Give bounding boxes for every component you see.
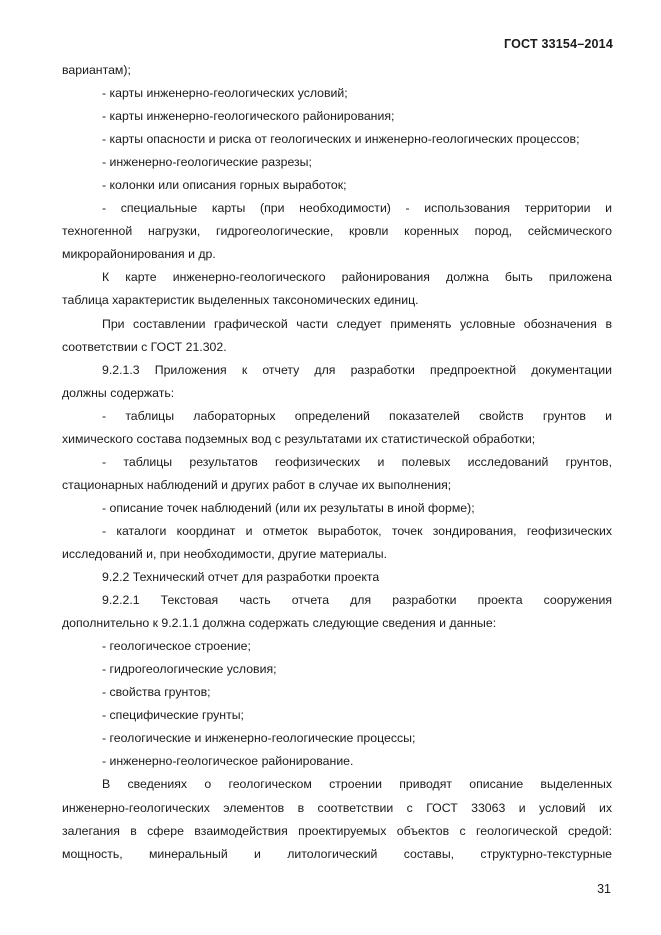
paragraph-start: При составлении графической части следует применять условные обозначения в [102, 316, 612, 331]
list-item: - специфические грунты; [102, 708, 244, 723]
document-header: ГОСТ 33154–2014 [504, 37, 613, 51]
paragraph-start: В сведениях о геологическом строении приводят описание выделенных [102, 777, 612, 792]
text-line: соответствии с ГОСТ 21.302. [62, 339, 227, 354]
text-line: микрорайонирования и др. [62, 247, 216, 262]
list-item: - таблицы результатов геофизических и полевых исследований грунтов, [102, 454, 612, 469]
document-body [62, 59, 612, 866]
text-line: таблица характеристик выделенных таксономических единиц. [62, 293, 419, 308]
text-line: химического состава подземных вод с результатами их статистической обработки; [62, 431, 536, 446]
list-item: - каталоги координат и отметок выработок, точек зондирования, геофизических [102, 523, 612, 538]
text-line: дополнительно к 9.2.1.1 должна содержать следующие сведения и данные: [62, 616, 497, 631]
list-item: - специальные карты (при необходимости) - использования территории и [102, 201, 612, 216]
list-item: - инженерно-геологические разрезы; [102, 155, 312, 170]
list-item: - карты опасности и риска от геологических и инженерно-геологических процессов; [102, 132, 580, 147]
text-line: залегания в сфере взаимодействия проектируемых объектов с геологической средой: [62, 823, 612, 838]
list-item: - колонки или описания горных выработок; [102, 178, 347, 193]
list-item: - описание точек наблюдений (или их результаты в иной форме); [102, 500, 475, 515]
list-item: - геологическое строение; [102, 639, 251, 654]
list-item: - инженерно-геологическое районирование. [102, 754, 354, 769]
text-line: исследований и, при необходимости, другие материалы. [62, 546, 388, 561]
section-heading: 9.2.1.3 Приложения к отчету для разработки предпроектной документации [102, 362, 612, 377]
list-item: - свойства грунтов; [102, 685, 211, 700]
paragraph-start: К карте инженерно-геологического районирования должна быть приложена [102, 270, 612, 285]
list-item: - карты инженерно-геологических условий; [102, 86, 348, 101]
text-line: техногенной нагрузки, гидрогеологические, кровли коренных пород, сейсмического [62, 224, 612, 239]
section-heading: 9.2.2 Технический отчет для разработки проекта [102, 570, 380, 585]
list-item: - карты инженерно-геологического районирования; [102, 109, 395, 124]
text-line: стационарных наблюдений и других работ в случае их выполнения; [62, 477, 452, 492]
page-number: 31 [597, 882, 611, 896]
list-item: - геологические и инженерно-геологические процессы; [102, 731, 416, 746]
text-line: мощность, минеральный и литологический составы, структурно-текстурные [62, 846, 612, 861]
text-line: вариантам); [62, 63, 131, 77]
list-item: - гидрогеологические условия; [102, 662, 277, 677]
list-item: - таблицы лабораторных определений показателей свойств грунтов и [102, 408, 612, 423]
section-heading: 9.2.2.1 Текстовая часть отчета для разработки проекта сооружения [102, 593, 612, 608]
text-line: инженерно-геологических элементов в соответствии с ГОСТ 33063 и условий их [62, 800, 612, 815]
text-line: должны содержать: [62, 385, 175, 400]
